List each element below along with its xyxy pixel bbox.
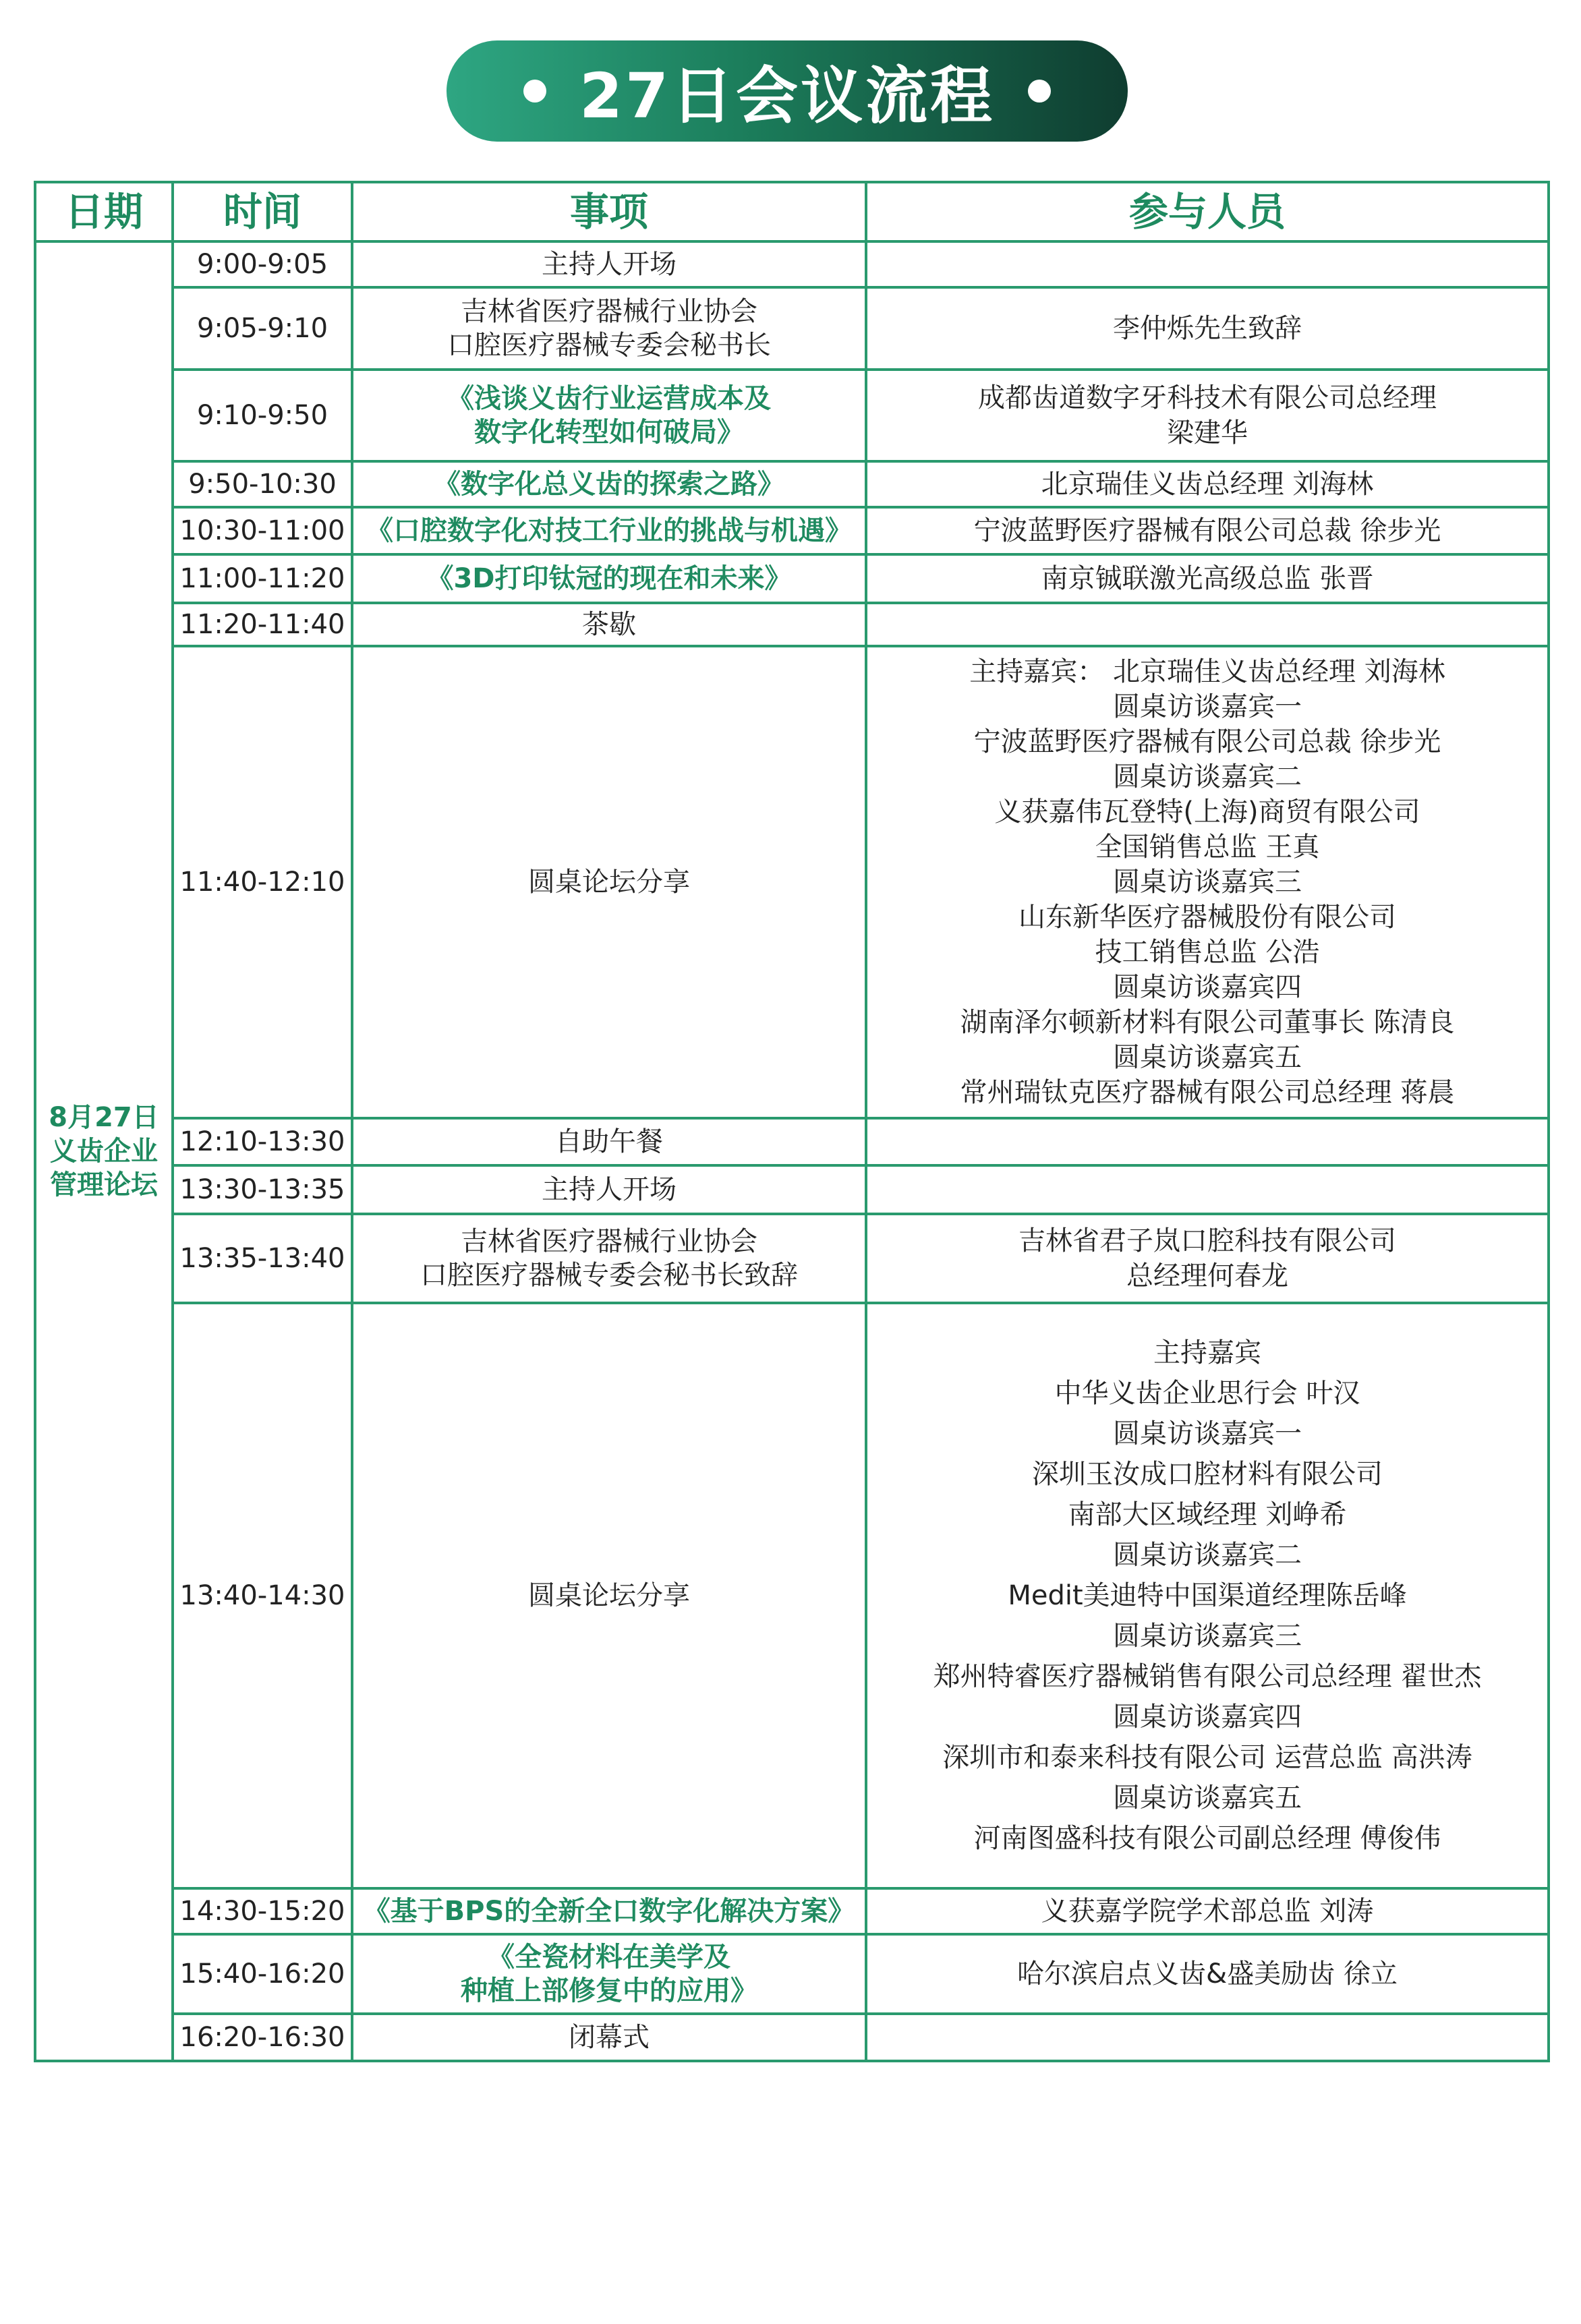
bullet-dot-right [1028, 80, 1051, 103]
topic-cell [352, 646, 866, 1118]
participants-cell [866, 554, 1549, 603]
participant-line: 吉林省君子岚口腔科技有限公司 [1018, 1225, 1396, 1256]
date-cell [35, 241, 173, 2061]
topic-line: 圆桌论坛分享 [528, 867, 690, 898]
participants-list [873, 561, 1542, 596]
participant-line: 深圳市和泰来科技有限公司 运营总监 高洪涛 [942, 1742, 1472, 1773]
time-cell: 11:00-11:20 [173, 554, 352, 603]
participant-line: 圆桌访谈嘉宾一 [1113, 1418, 1302, 1449]
participants-cell [866, 1214, 1549, 1303]
participant-line: 梁建华 [1167, 417, 1248, 448]
topic-line: 数字化转型如何破局》 [474, 417, 744, 448]
participant-line: 义获嘉学院学术部总监 刘涛 [1041, 1896, 1374, 1927]
topic-cell [352, 1934, 866, 2014]
time-cell: 15:40-16:20 [173, 1934, 352, 2014]
participant-line: 主持嘉宾 [1153, 1337, 1261, 1368]
topic-cell [352, 1888, 866, 1934]
topic-cell [352, 461, 866, 507]
time-cell: 13:30-13:35 [173, 1165, 352, 1214]
topic-line: 圆桌论坛分享 [528, 1580, 690, 1611]
time-cell: 13:35-13:40 [173, 1214, 352, 1303]
participant-line: 中华义齿企业思行会 叶汉 [1054, 1378, 1360, 1409]
participant-line: 圆桌访谈嘉宾三 [1113, 867, 1302, 898]
participants-cell [866, 1888, 1549, 1934]
table-row [35, 1888, 1549, 1934]
topic-line: 《3D打印钛冠的现在和未来》 [426, 563, 792, 594]
topic-line: 主持人开场 [542, 1174, 677, 1205]
col-header-date: 日期 [35, 182, 173, 241]
participants-cell [866, 461, 1549, 507]
time-cell: 9:10-9:50 [173, 370, 352, 461]
col-header-time: 时间 [173, 182, 352, 241]
title-banner [447, 40, 1128, 142]
participant-line: 全国销售总监 王真 [1095, 832, 1320, 863]
participant-line: 湖南泽尔顿新材料有限公司董事长 陈清良 [960, 1007, 1455, 1038]
time-cell: 13:40-14:30 [173, 1303, 352, 1888]
participant-line: 南部大区域经理 刘峥希 [1068, 1499, 1347, 1530]
participants-cell [866, 287, 1549, 370]
participants-cell [866, 1303, 1549, 1888]
participants-list [873, 1894, 1542, 1929]
participants-list [873, 1223, 1542, 1294]
participant-line: 河南图盛科技有限公司副总经理 傅俊伟 [973, 1823, 1441, 1854]
participant-line: 圆桌访谈嘉宾一 [1113, 691, 1302, 722]
participant-line: 成都齿道数字牙科技术有限公司总经理 [978, 382, 1437, 413]
topic-line: 《浅谈义齿行业运营成本及 [447, 383, 771, 414]
topic-line: 自助午餐 [555, 1126, 663, 1157]
participant-line: 圆桌访谈嘉宾二 [1113, 761, 1302, 792]
date-line: 义齿企业 [50, 1136, 158, 1167]
participant-line: 圆桌访谈嘉宾四 [1113, 972, 1302, 1003]
participants-cell [866, 370, 1549, 461]
topic-line: 吉林省医疗器械行业协会 [461, 1226, 757, 1257]
table-header-row [35, 182, 1549, 241]
schedule-table [34, 181, 1550, 2062]
bullet-dot-left [523, 80, 546, 103]
participants-cell [866, 1165, 1549, 1214]
participants-cell [866, 1934, 1549, 2014]
time-cell: 14:30-15:20 [173, 1888, 352, 1934]
participant-line: 哈尔滨启点义齿&盛美励齿 徐立 [1017, 1958, 1398, 1989]
participants-cell [866, 646, 1549, 1118]
topic-line: 口腔医疗器械专委会秘书长 [447, 330, 771, 361]
topic-line: 主持人开场 [542, 249, 677, 280]
date-line: 8月27日 [49, 1102, 159, 1133]
table-row [35, 603, 1549, 646]
time-cell: 12:10-13:30 [173, 1118, 352, 1165]
topic-cell [352, 507, 866, 554]
topic-cell [352, 2014, 866, 2061]
page-title: 27日会议流程 [579, 60, 996, 132]
participant-line: 山东新华医疗器械股份有限公司 [1018, 902, 1396, 933]
participants-cell [866, 603, 1549, 646]
date-line: 管理论坛 [50, 1169, 158, 1200]
topic-line: 《基于BPS的全新全口数字化解决方案》 [363, 1896, 855, 1927]
participants-list [873, 654, 1542, 1110]
table-row [35, 646, 1549, 1118]
topic-line: 吉林省医疗器械行业协会 [461, 296, 757, 327]
schedule-body [35, 241, 1549, 2061]
participant-line: Medit美迪特中国渠道经理陈岳峰 [1008, 1580, 1407, 1611]
topic-line: 茶歇 [582, 609, 636, 640]
table-row [35, 1214, 1549, 1303]
table-row [35, 461, 1549, 507]
participant-line: 义获嘉伟瓦登特(上海)商贸有限公司 [994, 796, 1420, 827]
topic-cell [352, 603, 866, 646]
time-cell: 11:40-12:10 [173, 646, 352, 1118]
time-cell: 9:50-10:30 [173, 461, 352, 507]
participants-list [873, 1956, 1542, 1992]
table-row [35, 287, 1549, 370]
participants-cell [866, 1118, 1549, 1165]
topic-cell [352, 241, 866, 287]
topic-line: 种植上部修复中的应用》 [461, 1975, 757, 2006]
time-cell: 11:20-11:40 [173, 603, 352, 646]
participant-line: 圆桌访谈嘉宾四 [1113, 1702, 1302, 1733]
col-header-participants: 参与人员 [866, 182, 1549, 241]
participants-list [873, 311, 1542, 346]
participants-cell [866, 241, 1549, 287]
time-cell: 10:30-11:00 [173, 507, 352, 554]
table-row [35, 1303, 1549, 1888]
table-row [35, 1934, 1549, 2014]
participant-line: 宁波蓝野医疗器械有限公司总裁 徐步光 [973, 726, 1441, 757]
time-cell: 9:05-9:10 [173, 287, 352, 370]
table-row [35, 507, 1549, 554]
topic-line: 《口腔数字化对技工行业的挑战与机遇》 [366, 515, 852, 546]
participant-line: 总经理何春龙 [1126, 1260, 1288, 1291]
topic-cell [352, 1118, 866, 1165]
topic-line: 口腔医疗器械专委会秘书长致辞 [420, 1260, 798, 1291]
participant-line: 主持嘉宾： 北京瑞佳义齿总经理 刘海林 [969, 656, 1445, 687]
participants-cell [866, 2014, 1549, 2061]
table-row [35, 2014, 1549, 2061]
participant-line: 深圳玉汝成口腔材料有限公司 [1032, 1459, 1383, 1490]
topic-line: 闭幕式 [569, 2022, 650, 2053]
participant-line: 宁波蓝野医疗器械有限公司总裁 徐步光 [973, 515, 1441, 546]
time-cell: 9:00-9:05 [173, 241, 352, 287]
table-row [35, 370, 1549, 461]
topic-cell [352, 287, 866, 370]
participant-line: 圆桌访谈嘉宾五 [1113, 1782, 1302, 1813]
participant-line: 南京铖联激光高级总监 张晋 [1041, 563, 1374, 594]
participant-line: 常州瑞钛克医疗器械有限公司总经理 蒋晨 [960, 1077, 1455, 1108]
participant-line: 圆桌访谈嘉宾三 [1113, 1621, 1302, 1652]
table-row [35, 554, 1549, 603]
topic-line: 《数字化总义齿的探索之路》 [434, 469, 784, 500]
participants-list [873, 380, 1542, 451]
time-cell: 16:20-16:30 [173, 2014, 352, 2061]
topic-line: 《全瓷材料在美学及 [488, 1942, 730, 1973]
participants-list [873, 467, 1542, 502]
participant-line: 李仲烁先生致辞 [1113, 313, 1302, 344]
participant-line: 北京瑞佳义齿总经理 刘海林 [1041, 469, 1374, 500]
table-row [35, 241, 1549, 287]
table-row [35, 1118, 1549, 1165]
topic-cell [352, 1214, 866, 1303]
participant-line: 圆桌访谈嘉宾五 [1113, 1042, 1302, 1073]
participants-list [873, 1333, 1542, 1859]
participant-line: 郑州特睿医疗器械销售有限公司总经理 翟世杰 [933, 1661, 1482, 1692]
table-row [35, 1165, 1549, 1214]
participants-cell [866, 507, 1549, 554]
topic-cell [352, 554, 866, 603]
topic-cell [352, 370, 866, 461]
topic-cell [352, 1303, 866, 1888]
col-header-topic: 事项 [352, 182, 866, 241]
participant-line: 圆桌访谈嘉宾二 [1113, 1540, 1302, 1571]
participant-line: 技工销售总监 公浩 [1095, 937, 1320, 968]
participants-list [873, 513, 1542, 548]
topic-cell [352, 1165, 866, 1214]
